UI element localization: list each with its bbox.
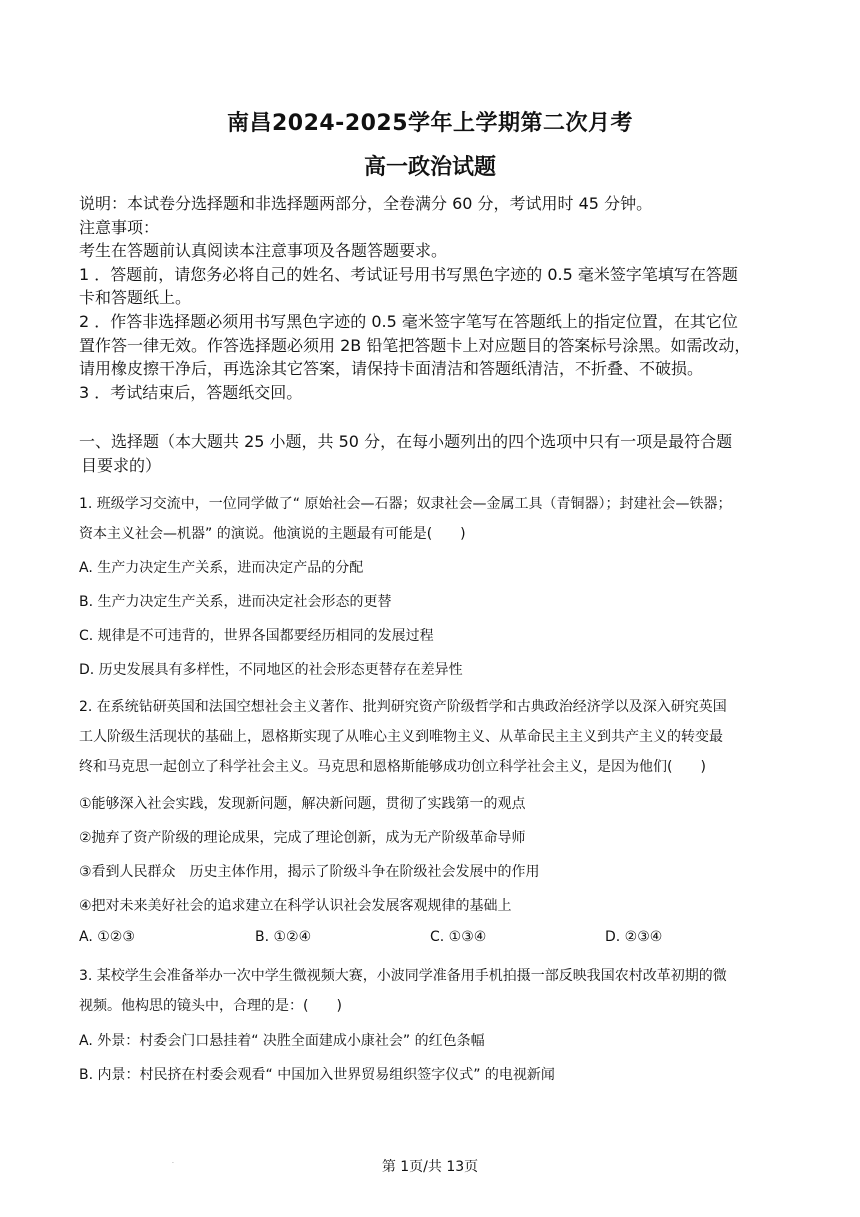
section-heading-line: 一、选择题（本大题共 25 小题，共 50 分，在每小题列出的四个选项中只有一项是最符合题 [79, 432, 733, 451]
question-2-statement-3: ③看到人民群众 历史主体作用，揭示了阶级斗争在阶级社会发展中的作用 [79, 864, 540, 880]
instruction-line: 卡和答题纸上。 [79, 288, 192, 308]
question-1-stem-line: 资本主义社会—机器” 的演说。他演说的主题最有可能是( ) [79, 526, 466, 542]
question-1-option-b: B. 生产力决定生产关系，进而决定社会形态的更替 [79, 594, 392, 610]
question-2-statement-2: ②抛弃了资产阶级的理论成果，完成了理论创新，成为无产阶级革命导师 [79, 830, 526, 846]
question-2-statement-4: ④把对未来美好社会的追求建立在科学认识社会发展客观规律的基础上 [79, 898, 512, 914]
question-2-option-b: B. ①②④ [255, 929, 312, 945]
section-heading-line: 目要求的） [81, 456, 162, 475]
question-2-option-c: C. ①③④ [430, 929, 487, 945]
question-1-stem [79, 489, 804, 549]
instruction-line: 2 ．作答非选择题必须用书写黑色字迹的 0.5 毫米签字笔写在答题纸上的指定位置，在其它位 [79, 311, 738, 331]
question-1-option-a: A. 生产力决定生产关系，进而决定产品的分配 [79, 560, 364, 576]
instruction-line: 考生在答题前认真阅读本注意事项及各题答题要求。 [79, 241, 448, 261]
exam-title: 南昌2024-2025学年上学期第二次月考 [226, 111, 634, 136]
instruction-line: 置作答一律无效。作答选择题必须用 2B 铅笔把答题卡上对应题目的答案标号涂黑。如需改动， [79, 335, 751, 355]
instructions-block [79, 192, 804, 404]
instruction-line: 1 ．答题前，请您务必将自己的姓名、考试证号用书写黑色字迹的 0.5 毫米签字笔填写在答题 [79, 264, 738, 284]
question-2-option-a: A. ①②③ [79, 929, 135, 945]
question-2-stem-line: 终和马克思一起创立了科学社会主义。马克思和恩格斯能够成功创立科学社会主义，是因为他们( ) [79, 759, 706, 775]
page-speck: · [172, 1160, 174, 1167]
question-1-option-d: D. 历史发展具有多样性，不同地区的社会形态更替存在差异性 [79, 662, 463, 678]
question-3-stem-line: 视频。他构思的镜头中，合理的是：( ) [79, 998, 342, 1014]
question-3-stem [79, 961, 804, 1021]
question-1-stem-line: 1. 班级学习交流中，一位同学做了“ 原始社会—石器；奴隶社会—金属工具（青铜器）；封建社会—铁器； [79, 496, 732, 512]
question-3-option-b: B. 内景：村民挤在村委会观看“ 中国加入世界贸易组织签字仪式” 的电视新闻 [79, 1067, 555, 1083]
page-number: 第 1页/共 13页 [381, 1159, 479, 1175]
exam-subtitle: 高一政治试题 [363, 155, 496, 180]
question-2-stem-line: 工人阶级生活现状的基础上，恩格斯实现了从唯心主义到唯物主义、从革命民主主义到共产主义的转变最 [79, 729, 723, 745]
instruction-line: 3 ．考试结束后，答题纸交回。 [79, 382, 303, 402]
question-1-option-c: C. 规律是不可违背的，世界各国都要经历相同的发展过程 [79, 628, 434, 644]
section-heading [79, 430, 804, 478]
instruction-line: 请用橡皮擦干净后，再选涂其它答案，请保持卡面清洁和答题纸清洁，不折叠、不破损。 [79, 359, 704, 379]
question-2-stem [79, 692, 804, 782]
instruction-line: 注意事项： [79, 217, 160, 237]
question-3-stem-line: 3. 某校学生会准备举办一次中学生微视频大赛，小波同学准备用手机拍摄一部反映我国农村改革初期的微 [79, 968, 727, 984]
question-3-option-a: A. 外景：村委会门口悬挂着“ 决胜全面建成小康社会” 的红色条幅 [79, 1033, 485, 1049]
question-2-stem-line: 2. 在系统钻研英国和法国空想社会主义著作、批判研究资产阶级哲学和古典政治经济学以及深入研究英国 [79, 699, 727, 715]
instruction-line: 说明：本试卷分选择题和非选择题两部分，全卷满分 60 分，考试用时 45 分钟。 [79, 194, 653, 213]
question-2-statement-1: ①能够深入社会实践，发现新问题，解决新问题，贯彻了实践第一的观点 [79, 796, 526, 812]
question-2-option-d: D. ②③④ [605, 929, 663, 945]
